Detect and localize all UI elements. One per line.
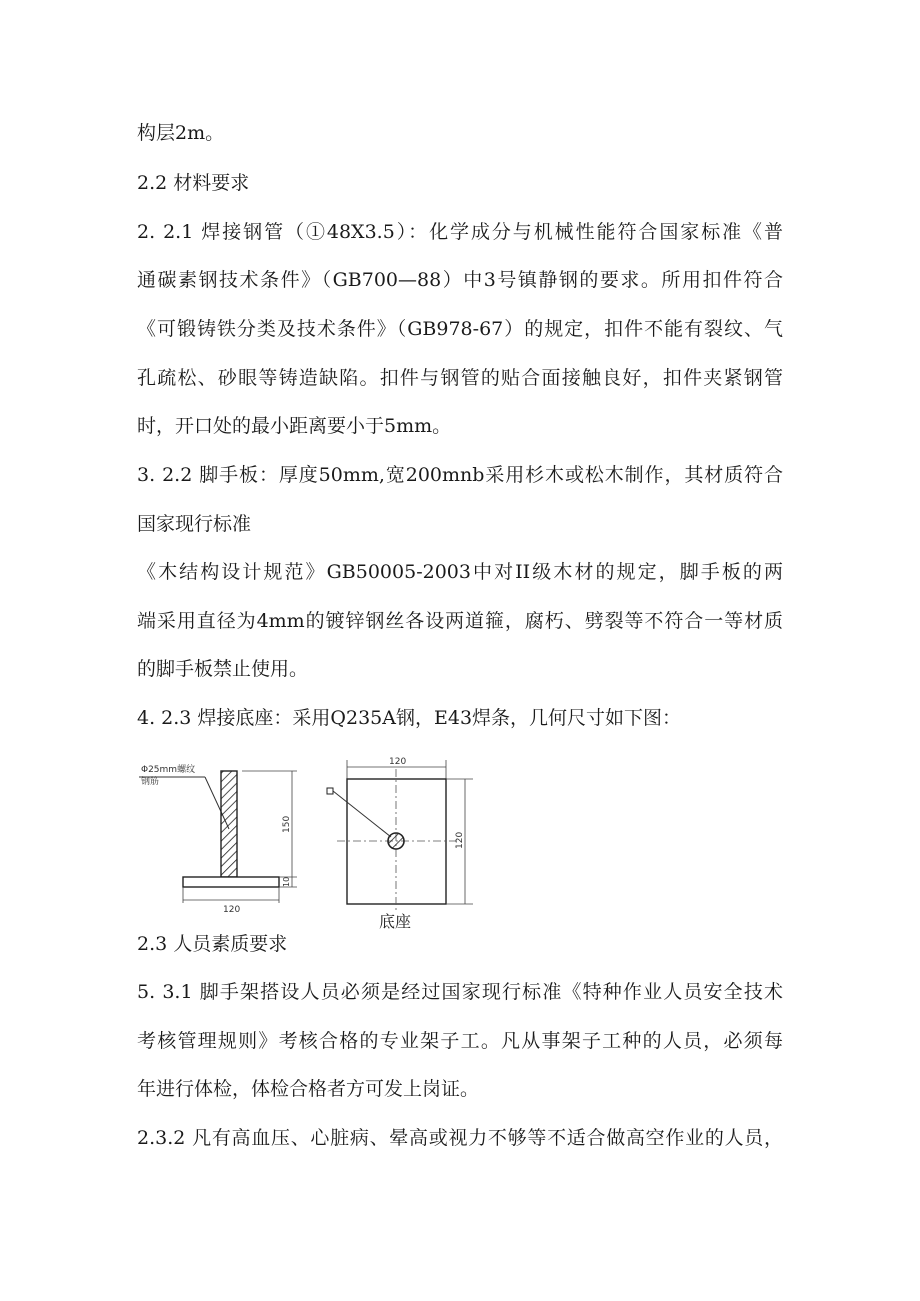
text-line: 3. 2.2 脚手板：厚度50mm,宽200mnb采用杉木或松木制作，其材质符合 — [137, 464, 783, 486]
text-line: 2.3.2 凡有高血压、心脏病、晕高或视力不够等不适合做高空作业的人员， — [137, 1127, 783, 1149]
rebar-label: Φ25mm螺纹 — [141, 765, 196, 775]
text-line: 端采用直径为4mm的镀锌钢丝各设两道箍，腐朽、劈裂等不符合一等材质 — [137, 610, 783, 632]
rebar-hatched — [221, 771, 237, 877]
text-line: 时，开口处的最小距离要小于5mm。 — [137, 415, 452, 437]
dim-base-thick: 10 — [282, 876, 291, 887]
section-heading: 2.3 人员素质要求 — [137, 933, 288, 955]
text-line: 《木结构设计规范》GB50005-2003中对II级木材的规定，脚手板的两 — [137, 561, 783, 583]
base-plate-side — [183, 877, 279, 887]
top-view — [327, 757, 473, 931]
rebar-section — [388, 833, 404, 849]
dim-base-width: 120 — [223, 905, 241, 915]
text-line: 2. 2.1 焊接钢管（①48X3.5）：化学成分与机械性能符合国家标准《普 — [137, 221, 783, 243]
text-line: 4. 2.3 焊接底座：采用Q235A钢，E43焊条，几何尺寸如下图： — [137, 707, 682, 729]
text-line: 的脚手板禁止使用。 — [137, 658, 309, 680]
dim-side-height: 120 — [455, 831, 465, 849]
section-heading: 2.2 材料要求 — [137, 172, 250, 194]
text-line: 通碳素钢技术条件》（GB700—88）中3号镇静钢的要求。所用扣件符合 — [137, 269, 783, 291]
rebar-label-2: 钢筋 — [141, 777, 160, 787]
text-line: 考核管理规则》考核合格的专业架子工。凡从事架子工种的人员，必须每 — [137, 1030, 783, 1052]
base-plate-figure — [137, 755, 487, 935]
figure-caption: 底座 — [379, 912, 412, 931]
side-view — [139, 763, 297, 915]
text-line: 年进行体检，体检合格者方可发上岗证。 — [137, 1078, 480, 1100]
dim-height: 150 — [282, 815, 292, 833]
text-line: 《可锻铸铁分类及技术条件》（GB978-67）的规定，扣件不能有裂纹、气 — [137, 318, 783, 340]
text-line: 孔疏松、砂眼等铸造缺陷。扣件与钢管的贴合面接触良好，扣件夹紧钢管 — [137, 367, 783, 389]
text-line: 构层2m。 — [137, 122, 225, 144]
dim-top-width: 120 — [389, 757, 407, 767]
text-line: 5. 3.1 脚手架搭设人员必须是经过国家现行标准《特种作业人员安全技术 — [137, 981, 783, 1003]
text-line: 国家现行标准 — [137, 513, 252, 535]
